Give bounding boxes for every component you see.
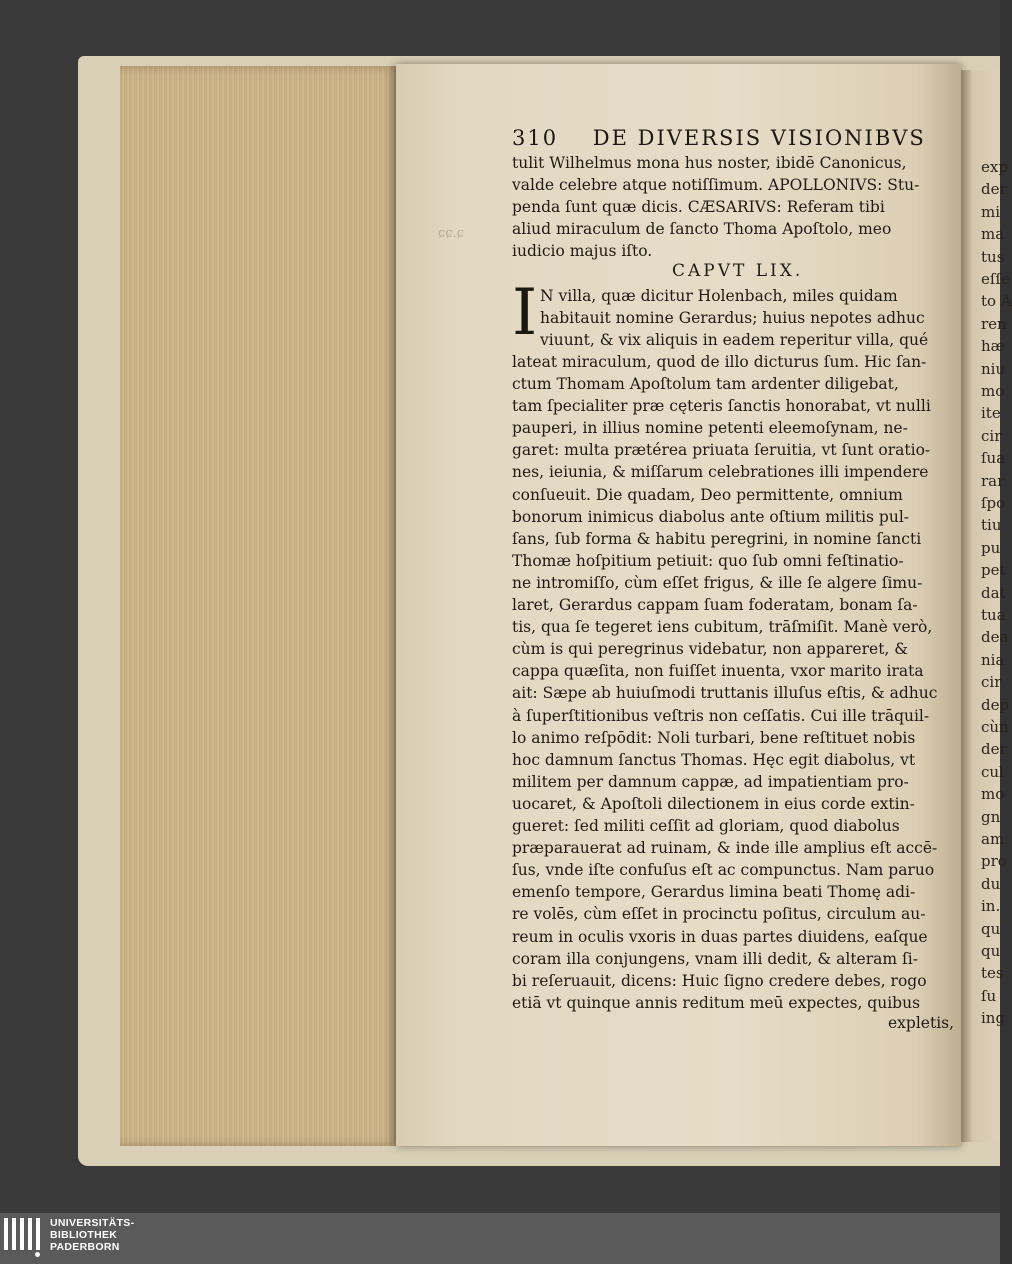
text-line: laret, Gerardus cappam ſuam foderatam, bonam ſa- <box>512 596 918 614</box>
facing-page-fragment: dea <box>981 628 1009 647</box>
facing-page-fragment: hæ <box>981 337 1005 356</box>
facing-page-fragment: eſſe <box>981 270 1010 288</box>
facing-page-fragment: mo <box>981 785 1005 804</box>
facing-page-fragment: nia <box>981 650 1005 669</box>
text-line: penda ſunt quæ dicis. CÆSARIVS: Referam tibi <box>512 198 885 217</box>
text-line: à ſuperſtitionibus veſtris non ceſſatis. Cui ille trāquil- <box>512 706 930 725</box>
footer-bar <box>0 1213 1000 1264</box>
text-line: ne intromiſſo, cùm eſſet frigus, & ille ſe algere ſimu- <box>512 573 923 592</box>
text-line: etiā vt quinque annis reditum meū expectes, quibus <box>512 993 921 1012</box>
text-line: gueret: ſed militi ceſſit ad gloriam, quod diabolus <box>512 817 900 835</box>
text-line: nes, ieiunia, & miſſarum celebrationes illi impendere <box>512 463 929 482</box>
catchword: expletis, <box>888 1013 955 1032</box>
facing-page-fragment: qu <box>981 942 1001 960</box>
text-line: bi reſeruauit, dicens: Huic ſigno credere debes, rogo <box>512 971 927 990</box>
facing-page-fragment: ſu <box>981 986 997 1005</box>
drop-cap: I <box>512 275 538 350</box>
facing-page-edge <box>961 70 1012 1142</box>
facing-page-fragment: cùn <box>981 718 1009 736</box>
library-logo-icon <box>4 1218 44 1258</box>
text-line: conſueuit. Die quadam, Deo permittente, omnium <box>512 485 903 504</box>
text-line: bonorum inimicus diabolus ante oſtium militis pul- <box>512 507 910 526</box>
facing-page-fragment: ſua <box>981 449 1006 468</box>
facing-page-fragment: cir <box>981 426 1002 445</box>
text-line: cùm is qui peregrinus videbatur, non appareret, & <box>512 640 909 659</box>
facing-page-fragment: exp <box>981 158 1008 176</box>
facing-page-fragment: to A <box>981 292 1012 311</box>
text-line: aliud miraculum de ſancto Thoma Apoſtolo, meo <box>512 220 892 239</box>
facing-page-fragment: mi <box>981 202 1001 221</box>
text-line: uocaret, & Apoſtoli dilectionem in eius corde extin- <box>512 794 915 813</box>
running-head <box>512 126 952 152</box>
text-line: militem per damnum cappæ, ad impatientiam pro- <box>512 772 909 791</box>
facing-page-fragment: der <box>981 740 1007 759</box>
facing-page-fragment: der <box>981 180 1007 199</box>
facing-page-fragment: tes <box>981 964 1004 983</box>
text-line: iudicio majus iſto. <box>512 242 653 261</box>
facing-page-fragment: ing <box>981 1009 1006 1028</box>
facing-page-fragment: am <box>981 830 1005 848</box>
text-line: tis, qua ſe tegeret iens cubitum, trāſmiſit. Manè verò, <box>512 618 933 637</box>
facing-page-fragment: tus <box>981 247 1005 266</box>
facing-page-fragment: cir <box>981 673 1002 692</box>
text-line: tam ſpecialiter præ cęteris ſanctis honorabat, vt nulli <box>512 397 931 416</box>
text-line: garet: multa prætérea priuata ſeruitia, vt ſunt oratio- <box>512 441 931 460</box>
text-line: hoc damnum ſanctus Thomas. Hęc egit diabolus, vt <box>512 750 916 769</box>
text-line: pauperi, in illius nomine petenti eleemoſynam, ne- <box>512 419 908 438</box>
text-line: ait: Sæpe ab huiuſmodi truttanis illuſus eſtis, & adhuc <box>512 684 938 703</box>
running-title: DE DIVERSIS VISIONIBVS <box>592 126 926 150</box>
chapter-heading: CAPVT LIX. <box>672 260 804 281</box>
text-line: lo animo reſpōdit: Noli turbari, bene reſtituet nobis <box>512 728 916 747</box>
facing-page-fragment: pro <box>981 852 1007 871</box>
text-line: habitauit nomine Gerardus; huius nepotes adhuc <box>540 308 925 327</box>
text-line: ſans, ſub forma & habitu peregrini, in nomine ſancti <box>512 529 922 548</box>
facing-page-fragment: pu <box>981 538 1001 557</box>
facing-page-fragment: qu <box>981 919 1001 938</box>
text-line: reum in oculis vxoris in duas partes diuidens, eaſque <box>512 927 928 946</box>
facing-page-fragment: tiu <box>981 516 1002 535</box>
text-line: coram illa conjungens, vnam illi dedit, & alteram ſi- <box>512 949 918 968</box>
text-line: valde celebre atque notiſſimum. APOLLONIVS: Stu- <box>512 176 920 195</box>
facing-page-fragment: in. <box>981 897 1001 916</box>
facing-page-fragment: dat <box>981 583 1006 602</box>
facing-page-fragment: ma <box>981 225 1005 244</box>
text-line: præparauerat ad ruinam, & inde ille amplius eſt accē- <box>512 839 938 858</box>
text-line: tulit Wilhelmus mona hus noster, ibidē Canonicus, <box>512 154 907 172</box>
facing-page-fragment: rar <box>981 471 1005 490</box>
text-line: re volēs, cùm eſſet in procinctu poſitus, circulum au- <box>512 905 926 924</box>
text-line: N villa, quæ dicitur Holenbach, miles quidam <box>540 286 898 305</box>
text-line: ctum Thomam Apoſtolum tam ardenter diligebat, <box>512 375 899 393</box>
text-line: viuunt, & vix aliquis in eadem reperitur villa, qué <box>540 330 929 349</box>
facing-page-fragment: niu <box>981 359 1006 378</box>
text-line: ſus, vnde iſte confuſus eſt ac compunctus. Nam paruo <box>512 861 935 880</box>
page-edges <box>120 66 398 1146</box>
margin-mark: ɕɕ.ɕ <box>438 226 464 241</box>
text-line: cappa quæſita, non fuiſſet inuenta, vxor marito irata <box>512 662 924 681</box>
facing-page-fragment: du <box>981 874 1001 893</box>
facing-page-fragment: ite <box>981 404 1001 423</box>
facing-page-fragment: ſpo <box>981 494 1006 512</box>
facing-page-fragment: tua <box>981 606 1006 624</box>
facing-page-fragment: dep <box>981 695 1010 714</box>
facing-page-fragment: mo <box>981 382 1005 400</box>
facing-page-fragment: pet <box>981 561 1006 580</box>
page-number: 310 <box>512 126 559 150</box>
library-name: UNIVERSITÄTS- BIBLIOTHEK PADERBORN <box>50 1217 135 1253</box>
facing-page-fragment: gn <box>981 807 1001 826</box>
text-line: lateat miraculum, quod de illo dicturus ſum. Hic ſan- <box>512 352 927 371</box>
facing-page-fragment: cul <box>981 762 1004 781</box>
text-line: emenſo tempore, Gerardus limina beati Thomę adi- <box>512 883 916 902</box>
text-line: Thomæ hoſpitium petiuit: quo ſub omni feſtinatio- <box>512 551 904 570</box>
facing-page-fragment: ren <box>981 314 1007 333</box>
